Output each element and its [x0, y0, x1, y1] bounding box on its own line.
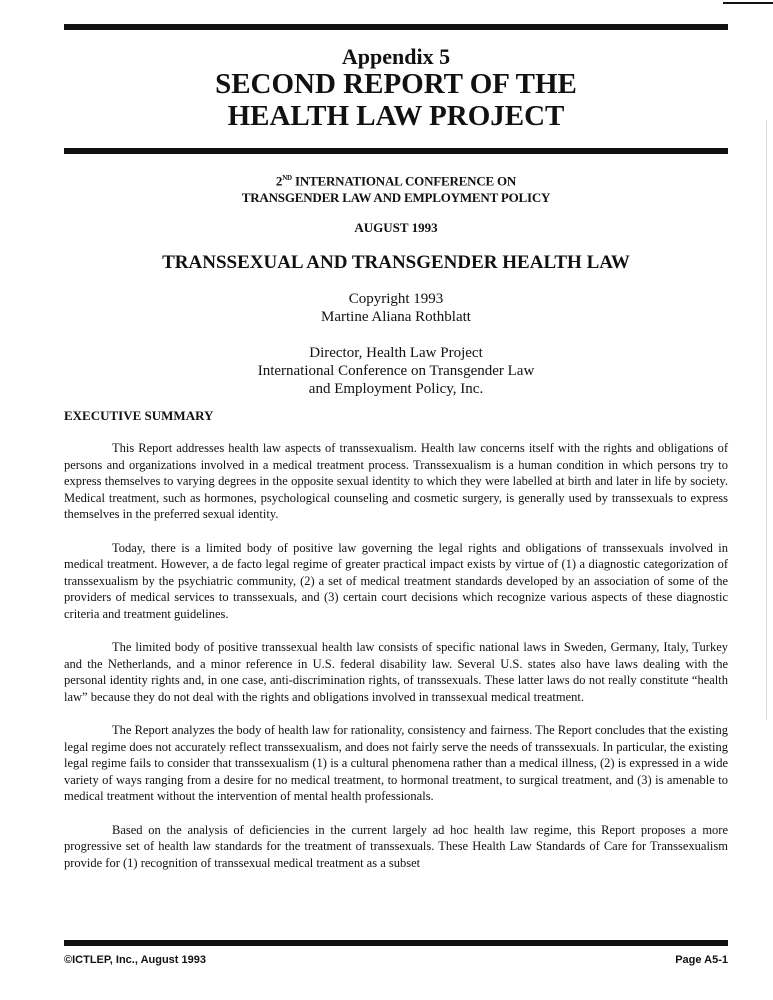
- page-number: Page A5-1: [675, 954, 728, 966]
- section-heading: EXECUTIVE SUMMARY: [64, 408, 214, 423]
- conference-line-1-text: INTERNATIONAL CONFERENCE ON: [291, 173, 517, 189]
- copyright-line: Copyright 1993: [348, 291, 444, 307]
- paragraph-2: Today, there is a limited body of positive law governing the legal rights and obligations of transsexuals involved in medical treatment. However, a de facto legal regime of greater practical impact exists by virtue of (1) a diagnostic categorization of transsexualism by the psychiatric community, (2) a set of medical treatment standards developed by an association of some of the providers of medical services to transsexuals, and (3) certain court decisions which recognize various aspects of these diagnostic criteria and treatment guidelines.: [64, 540, 728, 621]
- role-line-3: and Employment Policy, Inc.: [308, 381, 484, 397]
- conference-ordinal-suffix: ND: [282, 174, 292, 182]
- conference-line-1: [64, 170, 728, 189]
- scan-edge-line: [766, 120, 767, 720]
- title-line-1: SECOND REPORT OF THE: [215, 68, 577, 100]
- paragraph-5: Based on the analysis of deficiencies in the current largely ad hoc health law regime, this Report proposes a more progressive set of health law standards for the treatment of transsexuals. These Health Law Standards of Care for Transsexualism provide for (1) recognition of transsexual medical treatment as a subset: [64, 822, 728, 870]
- top-rule: [64, 24, 728, 30]
- appendix-label: Appendix 5: [341, 44, 451, 69]
- author-role-block: [64, 344, 728, 398]
- page-title: [64, 68, 728, 132]
- conference-date: AUGUST 1993: [354, 220, 438, 235]
- paragraph-3: The limited body of positive transsexual health law consists of specific national laws in Sweden, Germany, Italy, Turkey and the Netherlands, and a minor reference in U.S. federal disability law. Several U.S. states also have laws dealing with the personal identity rights and, in one case, anti-discrimination rights, of transsexuals. These latter laws do not really constitute “health law” because they do not deal with the rights and obligations involved in transsexual medical treatment.: [64, 640, 728, 704]
- role-line-1: Director, Health Law Project: [309, 345, 483, 361]
- paragraph-1: This Report addresses health law aspects of transsexualism. Health law concerns itself with the rights and obligations of persons and organizations involved in a medical treatment process. Transsexualism is a human condition in which persons try to express themselves to varying degrees in the opposite sexual identity to which they were labelled at birth and later in life by society. Medical treatment, such as hormones, psychological counseling and cosmetic surgery, is generally used by transsexuals to express themselves in the preferred sexual identity.: [64, 441, 728, 522]
- paragraph-4: The Report analyzes the body of health law for rationality, consistency and fairness. The Report concludes that the existing legal regime does not accurately reflect transsexualism, and does not fairly serve the needs of transsexuals. In particular, the existing legal regime fails to consider that transsexualism (1) is a cultural phenomena rather than a medical illness, (2) is expressed in a wide variety of ways ranging from a desire for no medical treatment, to hormonal treatment, to surgical treatment, and (3) is amenable to medical treatment without the intervention of mental health professionals.: [64, 723, 728, 804]
- conference-name: [64, 170, 728, 206]
- footer-copyright: ©ICTLEP, Inc., August 1993: [64, 954, 206, 966]
- report-subtitle: TRANSSEXUAL AND TRANSGENDER HEALTH LAW: [162, 252, 630, 273]
- conference-line-2: TRANSGENDER LAW AND EMPLOYMENT POLICY: [241, 190, 551, 206]
- author-name: Martine Aliana Rothblatt: [321, 309, 471, 325]
- copyright-block: [64, 290, 728, 326]
- scan-edge-mark: [723, 2, 773, 4]
- bottom-rule: [64, 940, 728, 946]
- title-line-2: HEALTH LAW PROJECT: [227, 100, 565, 132]
- summary-body: [64, 440, 728, 888]
- middle-rule: [64, 148, 728, 154]
- role-line-2: International Conference on Transgender Law: [257, 363, 535, 379]
- conference-ordinal: 2: [275, 173, 283, 189]
